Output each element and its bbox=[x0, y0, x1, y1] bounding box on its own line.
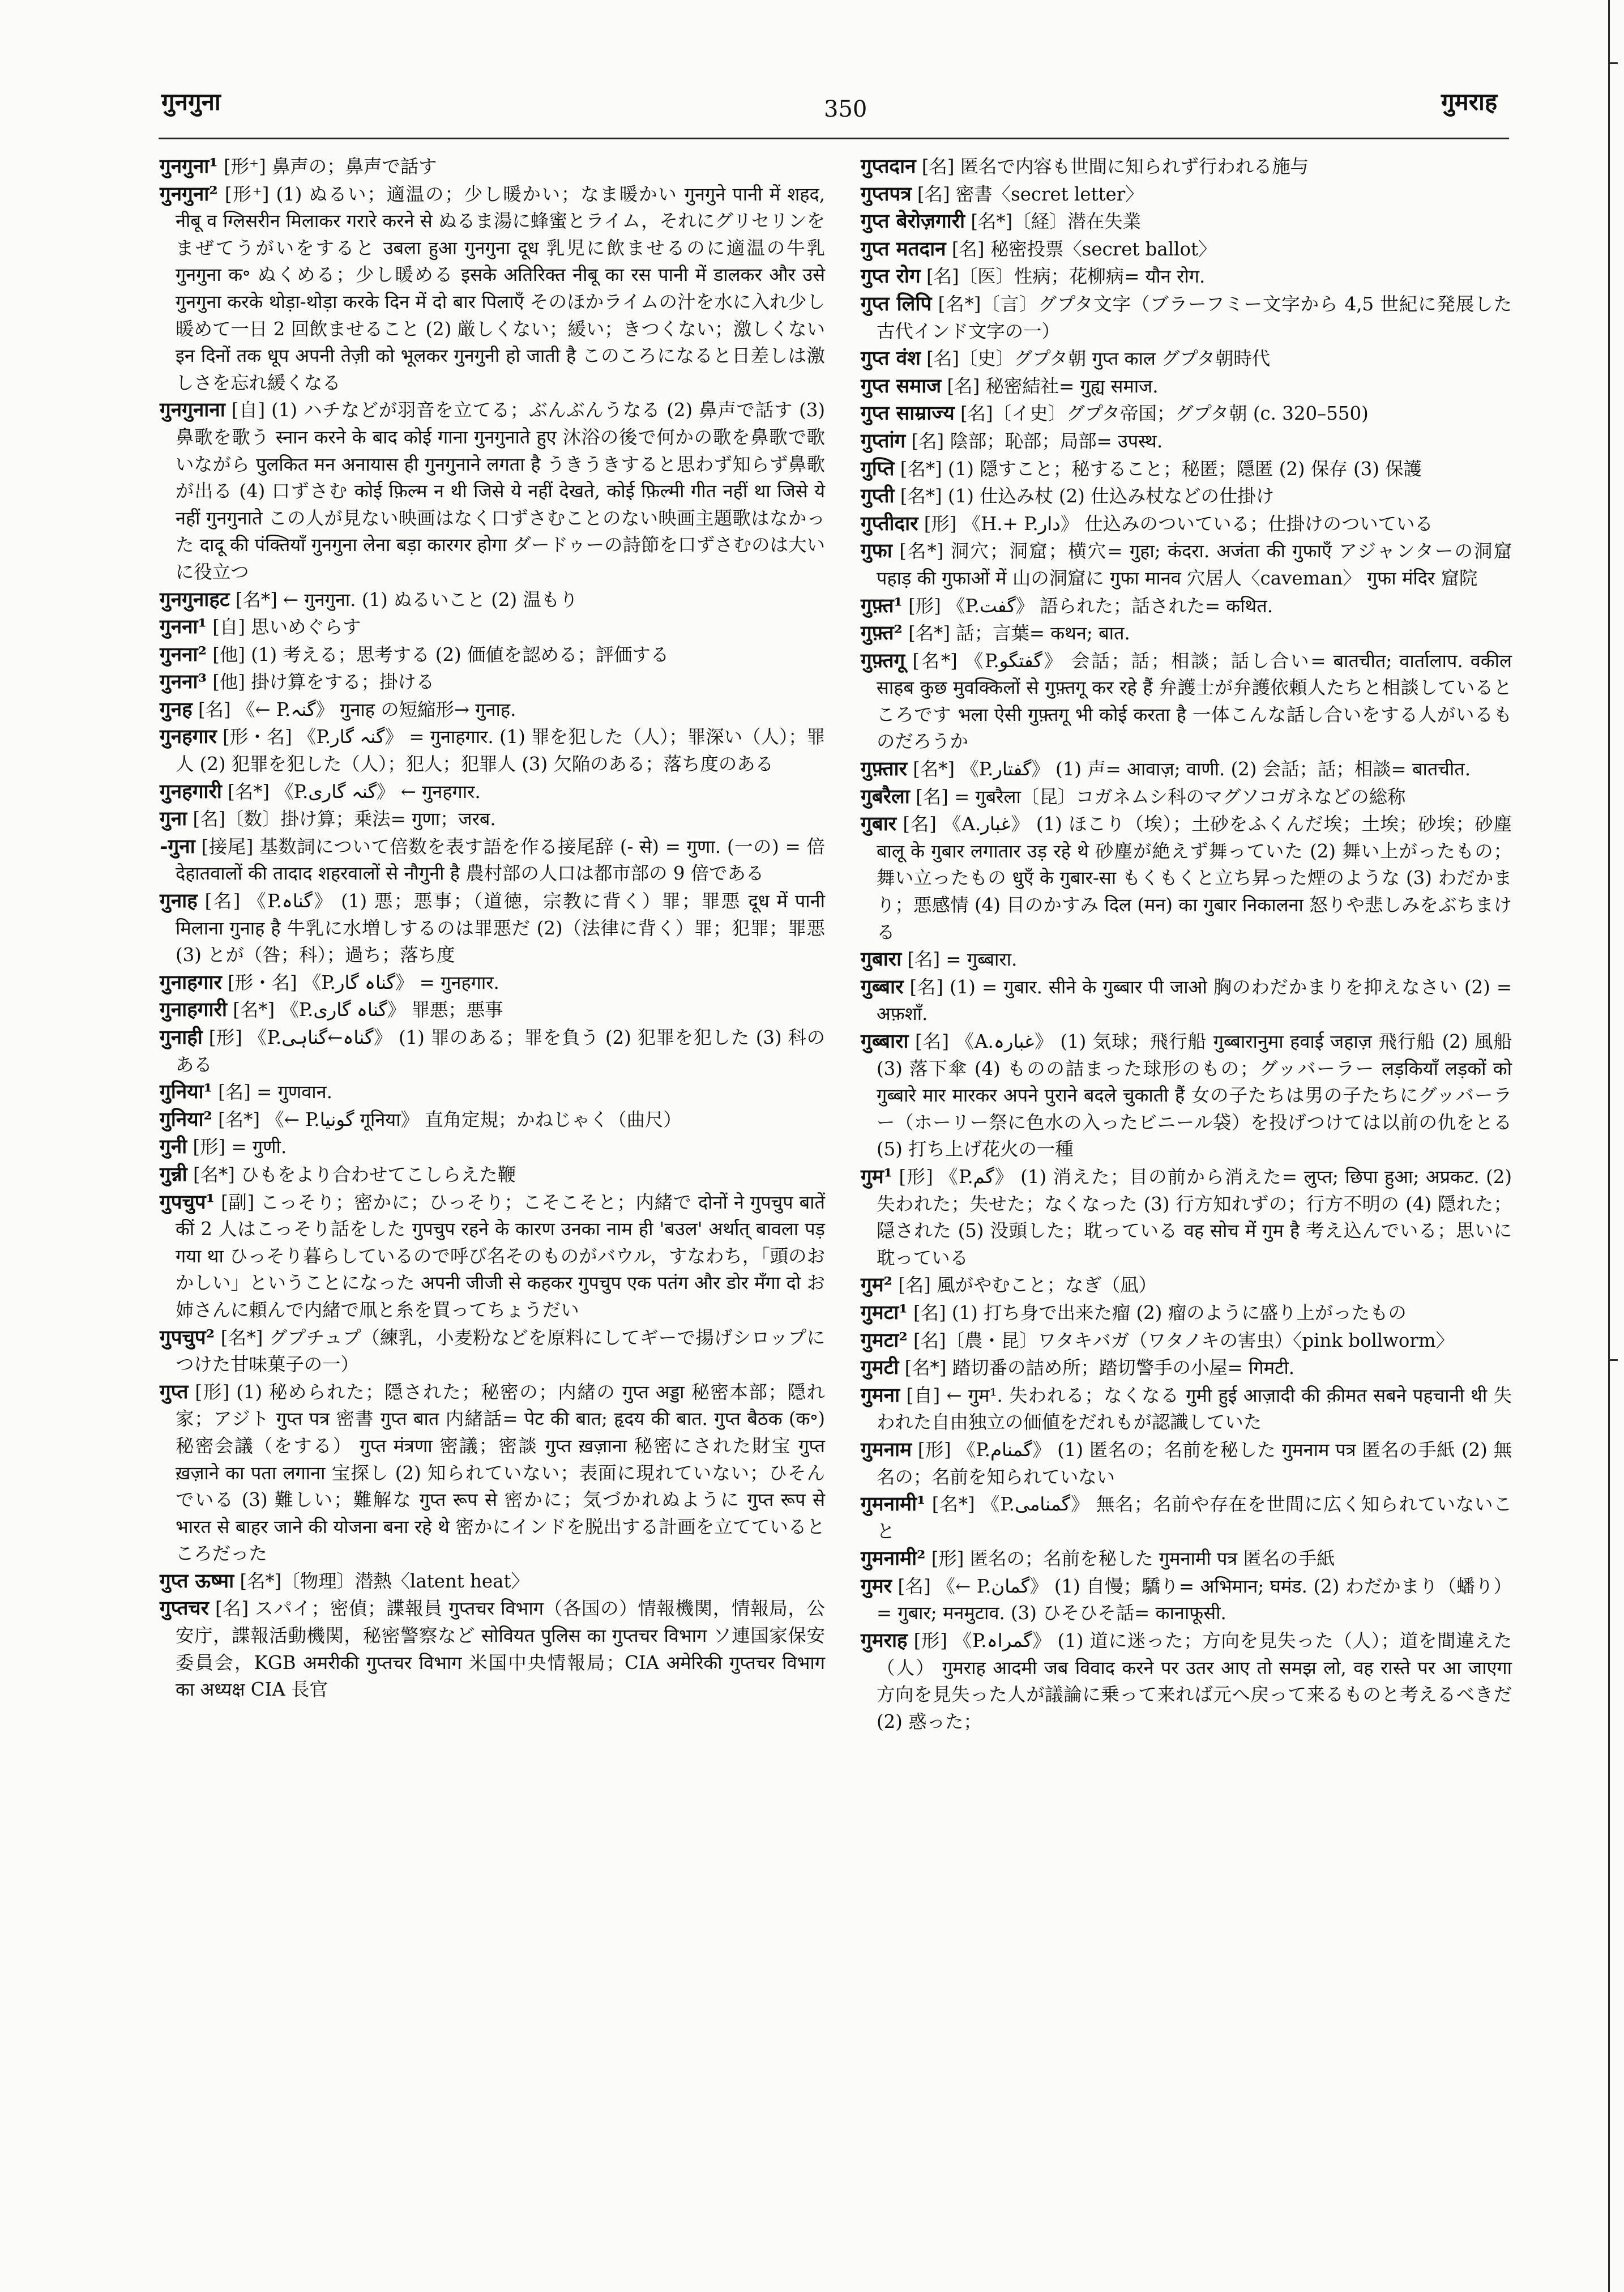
entry-headword: गुफा bbox=[861, 539, 892, 563]
left-column bbox=[160, 153, 825, 1704]
dictionary-entry bbox=[861, 1327, 1512, 1355]
dictionary-entry bbox=[861, 291, 1512, 345]
dictionary-entry bbox=[861, 373, 1512, 400]
dictionary-entry bbox=[861, 1436, 1512, 1491]
dictionary-entry bbox=[861, 1028, 1512, 1163]
dictionary-entry bbox=[861, 428, 1512, 455]
entry-headword: गुम² bbox=[861, 1273, 892, 1297]
dictionary-entry bbox=[861, 592, 1512, 620]
entry-definition: [名] 密書〈secret letter〉 bbox=[911, 183, 1144, 205]
entry-definition: [名] スパイ；密偵；諜報員 गुप्तचर विभाग（各国の）情報機関，情報局，公安庁，諜報活動機関，秘密警察など सोवियत पुलिस का गुप्तचर विभाग ソ連国家保安委員会，KGB अमरीकी गुप्तचर विभाग 米国中央情報局；CIA अमेरिकी गुप्तचर विभाग का अध्यक्ष CIA 長官 bbox=[176, 1598, 825, 1701]
entry-headword: गुमटा¹ bbox=[861, 1300, 908, 1324]
entry-definition: [名*] 《P.گفتار》 (1) 声= आवाज़; वाणी. (2) 会話；話；相談= बातचीत. bbox=[907, 758, 1471, 780]
entry-definition: [形] (1) 秘められた；隠された；秘密の；内緒の गुप्त अड्डा 秘密本部；隠れ家；アジト गुप्त पत्र 密書 गुप्त बात 内緒話= पेट की बात; हृदय की बात. गुप्त बैठक (क॰) 秘密会議（をする） गुप्त मंत्रणा 密議；密談 गुप्त ख़ज़ाना 秘密にされた財宝 गुप्त ख़ज़ाने का पता लगाना 宝探し (2) 知られていない；表面に現れていない；ひそんでいる (3) 難しい；難解な गुप्त रूप से 密かに；気づかれぬように गुप्त रूप से भारत से बाहर जाने की योजना बना रहे थे 密かにインドを脱出する計画を立てているところだった bbox=[176, 1381, 825, 1565]
dictionary-entry bbox=[160, 969, 825, 997]
dictionary-entry bbox=[861, 810, 1512, 946]
entry-definition: [名*] ← गुनगुना. (1) ぬるいこと (2) 温もり bbox=[229, 588, 578, 611]
entry-headword: गुप्त रोग bbox=[861, 264, 921, 288]
dictionary-entry bbox=[861, 1545, 1512, 1573]
dictionary-entry bbox=[160, 396, 825, 586]
entry-definition: [名]〔イ史〕グプタ帝国；グプタ朝 (c. 320–550) bbox=[954, 403, 1369, 425]
entry-headword: गुबरैला bbox=[861, 784, 910, 808]
header-rule bbox=[159, 138, 1509, 139]
entry-headword: गुना bbox=[160, 807, 187, 831]
entry-definition: [名*] 《P.گنہ گاری》 ← गुनहगार. bbox=[221, 780, 481, 803]
dictionary-entry bbox=[160, 1595, 825, 1703]
entry-headword: गुप्ति bbox=[861, 456, 895, 480]
entry-headword: गुप्तदान bbox=[861, 155, 916, 178]
entry-definition: [名] 《A.غبار》 (1) ほこり（埃）；土砂をふくんだ埃；土埃；砂埃；砂塵 बालू के गुबार लगातार उड़ रहे थे 砂塵が絶えず舞っていた (2) 舞い上がったもの；舞い立ったもの धुएँ के गुबार-सा もくもくと立ち昇った煙のような (3) わだかまり；悪感情 (4) 目のかすみ दिल (मन) का गुबार निकालना 怒りや悲しみをぶちまける bbox=[877, 813, 1512, 943]
entry-definition: [名] (1) 打ち身で出来た瘤 (2) 瘤のように盛り上がったもの bbox=[907, 1301, 1407, 1324]
dictionary-entry bbox=[861, 236, 1512, 263]
entry-definition: [名]〔農・昆〕ワタキバガ（ワタノキの害虫）〈pink bollworm〉 bbox=[907, 1329, 1454, 1351]
entry-headword: गुम¹ bbox=[861, 1164, 892, 1188]
entry-definition: [形] = गुणी. bbox=[187, 1136, 287, 1158]
entry-headword: गुनगुना² bbox=[160, 182, 218, 206]
entry-headword: गुनगुनाना bbox=[160, 398, 225, 422]
entry-definition: [名*] グプチュプ（練乳，小麦粉などを原料にしてギーで揚げシロップにつけた甘味菓子の一） bbox=[176, 1326, 825, 1376]
dictionary-entry bbox=[160, 153, 825, 181]
entry-headword: गुनिया² bbox=[160, 1107, 212, 1131]
entry-headword: गुनहगारी bbox=[160, 779, 222, 803]
entry-headword: गुप्त वंश bbox=[861, 347, 921, 370]
entry-definition: [名] 《A.غبارہ》 (1) 気球；飛行船 गुब्बारानुमा हवाई जहाज़ 飛行船 (2) 風船 (3) 落下傘 (4) ものの詰まった球形のもの；グッバーラー लड़कियाँ लड़कों को गुब्बारे मार मारकर अपने पुराने बदले चुकाती हैं 女の子たちは男の子たちにグッバーラー（ホーリー祭に色水の入ったビニール袋）を投げつけては以前の仇をとる (5) 打ち上げ花火の一種 bbox=[877, 1031, 1512, 1160]
entry-headword: गुन्नी bbox=[160, 1162, 187, 1186]
entry-headword: गुप्त समाज bbox=[861, 374, 942, 398]
entry-headword: गुप्तीदार bbox=[861, 511, 918, 535]
running-head-left: गुनगुना bbox=[161, 88, 221, 116]
entry-headword: गुनाहगार bbox=[160, 970, 222, 994]
entry-definition: [形] 匿名の；名前を秘した गुमनामी पत्र 匿名の手紙 bbox=[925, 1548, 1335, 1570]
entry-definition: [形] 《P.گم》 (1) 消えた；目の前から消えた= लुप्त; छिपा हुआ; अप्रकट. (2) 失われた；失せた；なくなった (3) 行方知れずの；行方不明の (4) 隠れた；隠された (5) 没頭した；耽っている वह सोच में गुम है 考え込んでいる；思いに耽っている bbox=[877, 1166, 1512, 1269]
dictionary-entry bbox=[861, 946, 1512, 974]
edge-tick-mark bbox=[1610, 1359, 1618, 1361]
entry-headword: गुप्त bbox=[160, 1380, 189, 1403]
dictionary-entry bbox=[861, 263, 1512, 291]
entry-headword: गुप्तचर bbox=[160, 1597, 209, 1620]
entry-definition: [形・名] 《P.گناہ گار》 = गुनहगार. bbox=[221, 971, 499, 993]
entry-definition: [形⁺] 鼻声の；鼻声で話す bbox=[217, 156, 437, 177]
entry-definition: [名*]〔言〕グプタ文字（ブラーフミー文字から 4,5 世紀に発展した古代インド文字の一） bbox=[877, 293, 1512, 342]
edge-tick-mark bbox=[1610, 62, 1618, 64]
entry-definition: [名*] (1) 仕込み杖 (2) 仕込み杖などの仕掛け bbox=[894, 485, 1275, 507]
entry-headword: गुप्त साम्राज्य bbox=[861, 402, 955, 425]
entry-headword: गुनाहगारी bbox=[160, 998, 227, 1022]
entry-definition: [形] 《P.گمراہ》 (1) 道に迷った；方向を見失った（人）；道を間違えた（人） गुमराह आदमी जब विवाद करने पर उतर आए तो समझ लो, वह रास्ते पर आ जाएगा 方向を見失った人が議論に乗って来れば元へ戻って来るものと考えるべきだ (2) 惑った； bbox=[877, 1630, 1512, 1732]
entry-headword: गुफ़्त² bbox=[861, 621, 903, 645]
dictionary-entry bbox=[861, 1382, 1512, 1436]
entry-definition: [他] (1) 考える；思考する (2) 価値を認める；評価する bbox=[206, 643, 669, 665]
dictionary-entry bbox=[861, 1299, 1512, 1327]
entry-definition: [名*]〔物理〕潜熱〈latent heat〉 bbox=[234, 1570, 529, 1592]
entry-headword: गुनी bbox=[160, 1135, 187, 1159]
entry-definition: [名*]〔経〕潜在失業 bbox=[965, 211, 1141, 233]
dictionary-entry bbox=[160, 1133, 825, 1161]
entry-definition: [名*] 話；言葉= कथन; बात. bbox=[902, 622, 1130, 645]
dictionary-entry bbox=[160, 1024, 825, 1078]
entry-headword: गुमनामी² bbox=[861, 1547, 926, 1570]
entry-definition: [名] 秘密結社= गुह्य समाज. bbox=[941, 375, 1159, 397]
dictionary-entry bbox=[861, 1573, 1512, 1627]
entry-headword: गुप्ती bbox=[861, 484, 895, 508]
entry-headword: गुनिया¹ bbox=[160, 1080, 212, 1104]
dictionary-entry bbox=[160, 1078, 825, 1106]
dictionary-entry bbox=[160, 723, 825, 778]
dictionary-entry bbox=[861, 153, 1512, 181]
entry-headword: गुनना¹ bbox=[160, 615, 207, 639]
dictionary-entry bbox=[861, 783, 1512, 811]
entry-headword: गुनना² bbox=[160, 642, 207, 666]
dictionary-entry bbox=[160, 887, 825, 969]
dictionary-entry bbox=[160, 1161, 825, 1189]
entry-definition: [名] 風がやむこと；なぎ（凪） bbox=[892, 1274, 1157, 1296]
entry-headword: गुफ़्तार bbox=[861, 757, 907, 781]
entry-definition: [名]〔史〕グプタ朝 गुप्त काल グプタ朝時代 bbox=[920, 348, 1271, 370]
dictionary-entry bbox=[160, 696, 825, 724]
entry-definition: [名] = गुणवान. bbox=[212, 1081, 332, 1103]
entry-headword: गुमनामी¹ bbox=[861, 1492, 926, 1516]
entry-headword: गुनहगार bbox=[160, 725, 217, 749]
dictionary-entry bbox=[160, 1568, 825, 1595]
entry-headword: गुप्त मतदान bbox=[861, 237, 946, 261]
dictionary-entry bbox=[861, 620, 1512, 647]
entry-definition: [形] 《P.گناہ←گناہی》 (1) 罪のある；罪を負う (2) 犯罪を犯した (3) 科のある bbox=[176, 1027, 825, 1075]
dictionary-entry bbox=[160, 613, 825, 641]
entry-definition: [名*] 洞穴；洞窟；横穴= गुहा; कंदरा. अजंता की गुफाएँ アジャンターの洞窟 पहाड़ की गुफाओं में 山の洞窟に गुफा मानव 穴居人〈caveman〉 गुफा मंदिर 窟院 bbox=[877, 540, 1512, 589]
entry-definition: [名] = गुबरैला〔昆〕コガネムシ科のマグソコガネなどの総称 bbox=[909, 786, 1406, 808]
entry-headword: गुपचुप² bbox=[160, 1325, 215, 1349]
entry-headword: गुप्त बेरोज़गारी bbox=[861, 210, 965, 233]
entry-headword: गुबारा bbox=[861, 947, 902, 971]
entry-definition: [名] 陰部；恥部；局部= उपस्थ. bbox=[905, 430, 1163, 452]
dictionary-entry bbox=[861, 647, 1512, 756]
entry-definition: [名] 匿名で内容も世間に知られず行われる施与 bbox=[916, 156, 1309, 177]
entry-definition: [形⁺] (1) ぬるい；適温の；少し暖かい；なま暖かい गुनगुने पानी में शहद, नीबू व ग्लिसरीन मिलाकर गरारे करने से ぬるま湯に蜂蜜とライム，それにグリセリンをまぜてうがいをすると उबला हुआ गुनगुना दूध 乳児に飲ませるのに適温の牛乳 गुनगुना क॰ ぬくめる；少し暖める इसके अतिरिक्त नीबू का रस पानी में डालकर और उसे गुनगुना करके थोड़ा-थोड़ा करके दिन में दो बार पिलाएँ そのほかライムの汁を水に入れ少し暖めて一日 2 回飲ませること (2) 厳しくない；緩い；きつくない；激しくない इन दिनों तक धूप अपनी तेज़ी को भूलकर गुनगुनी हो जाती है このころになると日差しは激しさを忘れ緩くなる bbox=[176, 183, 825, 394]
dictionary-entry bbox=[160, 1106, 825, 1134]
entry-headword: -गुना bbox=[160, 834, 195, 858]
entry-headword: गुपचुप¹ bbox=[160, 1190, 215, 1214]
entry-definition: [名*] ひもをより合わせてこしらえた鞭 bbox=[187, 1163, 516, 1185]
dictionary-entry bbox=[160, 833, 825, 887]
entry-headword: गुनना³ bbox=[160, 670, 207, 694]
entry-definition: [形] 《P.گفت》 語られた；話された= कथित. bbox=[902, 595, 1273, 617]
entry-headword: गुनह bbox=[160, 697, 193, 721]
entry-headword: गुनाही bbox=[160, 1026, 203, 1049]
entry-definition: [名] 秘密投票〈secret ballot〉 bbox=[946, 238, 1217, 260]
entry-definition: [名]〔数〕掛け算；乗法= गुणा；जरब. bbox=[187, 808, 496, 830]
entry-headword: गुमराह bbox=[861, 1629, 908, 1653]
dictionary-entry bbox=[861, 181, 1512, 208]
entry-definition: [名*] 《P.گناہ گاری》 罪悪；悪事 bbox=[226, 999, 503, 1021]
dictionary-entry bbox=[861, 510, 1512, 538]
entry-definition: [自] (1) ハチなどが羽音を立てる；ぶんぶんうなる (2) 鼻声で話す (3) 鼻歌を歌う स्नान करने के बाद कोई गाना गुनगुनाते हुए 沐浴の後で何かの歌を鼻歌で歌いながら पुलकित मन अनायास ही गुनगुनाने लगता है うきうきすると思わず知らず鼻歌が出る (4) 口ずさむ कोई फ़िल्म न थी जिसे ये नहीं देखते, कोई फ़िल्मी गीत नहीं था जिसे ये नहीं गुनगुनाते この人が見ない映画はなく口ずさむことのない映画主題歌はなかった दादू की पंक्तियाँ गुनगुना लेना बड़ा कारगर होगा ダードゥーの詩節を口ずさむのは大いに役立つ bbox=[176, 399, 825, 583]
entry-definition: [形] 《H.+ P.دار》 仕込みのついている；仕掛けのついている bbox=[918, 513, 1433, 535]
entry-definition: [名*] 踏切番の詰め所；踏切警手の小屋= गिमटी. bbox=[899, 1357, 1295, 1379]
dictionary-entry bbox=[861, 756, 1512, 783]
entry-headword: गुमनाम bbox=[861, 1437, 912, 1461]
entry-headword: गुब्बारा bbox=[861, 1030, 909, 1053]
dictionary-entry bbox=[160, 778, 825, 806]
entry-headword: गुमटी bbox=[861, 1356, 899, 1380]
entry-definition: [名*] 《P.گمنامی》 無名；名前や存在を世間に広く知られていないこと bbox=[877, 1493, 1512, 1542]
binding-edge-rule bbox=[1608, 0, 1610, 2292]
entry-definition: [名] (1) = गुबार. सीने के गुब्बार पी जाओ 胸のわだかまりを抑えなさい (2) = अफ़शाँ. bbox=[877, 976, 1512, 1025]
entry-definition: [自] ← गुम¹. 失われる；なくなる गुमी हुई आज़ादी की क़ीमत सबने पहचानी थी 失われた自由独立の価値をだれもが認識していた bbox=[877, 1384, 1512, 1433]
entry-definition: [名] 《P.گناہ》 (1) 悪；悪事；（道徳，宗教に背く）罪；罪悪 दूध में पानी मिलाना गुनाह है 牛乳に水増しするのは罪悪だ (2)（法律に背く）罪；犯罪；罪悪 (3) とが（咎；科）；過ち；落ち度 bbox=[176, 890, 826, 966]
dictionary-entry bbox=[861, 345, 1512, 373]
dictionary-entry bbox=[160, 586, 825, 614]
entry-headword: गुप्त ऊष्मा bbox=[160, 1569, 234, 1593]
entry-headword: गुनगुनाहट bbox=[160, 587, 230, 611]
dictionary-entry bbox=[160, 805, 825, 833]
dictionary-entry bbox=[861, 455, 1512, 483]
entry-definition: [名] 《← P.گمان》 (1) 自慢；驕り= अभिमान; घमंड. (2) わだかまり（蟠り）= गुबार; मनमुटाव. (3) ひそひそ話= कानाफूसी. bbox=[877, 1575, 1512, 1624]
entry-definition: [名]〔医〕性病；花柳病= यौन रोग. bbox=[920, 266, 1206, 288]
dictionary-entry bbox=[861, 483, 1512, 510]
entry-headword: गुप्तांग bbox=[861, 429, 906, 453]
entry-headword: गुनाह bbox=[160, 889, 198, 913]
entry-definition: [名] = गुब्बारा. bbox=[901, 949, 1018, 971]
entry-headword: गुफ़्त¹ bbox=[861, 594, 903, 617]
entry-definition: [名*] 《← P.گونیا गूनिया》 直角定規；かねじゃく（曲尺） bbox=[212, 1108, 682, 1130]
dictionary-entry bbox=[861, 1163, 1512, 1271]
entry-definition: [副] こっそり；密かに；ひっそり；こそこそと；内緒で दोनों ने गुपचुप बातें कीं 2 人はこっそり話をした गुपचुप रहने के कारण उनका नाम ही 'बउल' अर्थात् बावला पड़ गया था ひっそり暮らしているので呼び名そのものがバウル，すなわち，「頭のおかしい」ということになった अपनी जीजी से कहकर गुपचुप एक पतंग और डोर मँगा दो お姉さんに頼んで内緒で凧と糸を買ってちょうだい bbox=[176, 1191, 825, 1321]
page-number: 350 bbox=[824, 96, 867, 122]
dictionary-entry bbox=[861, 1491, 1512, 1545]
dictionary-entry bbox=[861, 208, 1512, 236]
entry-definition: [名*] (1) 隠すこと；秘すること；秘匿；隠匿 (2) 保存 (3) 保護 bbox=[894, 458, 1422, 480]
entry-definition: [形・名] 《P.گنہ گار》 = गुनाहगार. (1) 罪を犯した（人）；罪深い（人）；罪人 (2) 犯罪を犯した（人）；犯人；犯罪人 (3) 欠陥のある；落ち度のある bbox=[176, 726, 826, 775]
dictionary-entry bbox=[861, 1627, 1512, 1735]
running-head-right: गुमराह bbox=[1441, 88, 1498, 116]
dictionary-entry bbox=[160, 181, 825, 397]
entry-definition: [名*] 《P.گفتگو》 会話；話；相談；話し合い= बातचीत; वार्तालाप. वकील साहब कुछ मुवक्किलों से गुफ़्तगू कर रहे हैं 弁護士が弁護依頼人たちと相談しているところです भला ऐसी गुफ़्तगू भी कोई करता है 一体こんな話し合いをする人がいるものだろうか bbox=[877, 650, 1512, 753]
dictionary-entry bbox=[160, 641, 825, 669]
entry-definition: [形] 《P.گمنام》 (1) 匿名の；名前を秘した गुमनाम पत्र 匿名の手紙 (2) 無名の；名前を知られていない bbox=[877, 1439, 1512, 1488]
entry-headword: गुमना bbox=[861, 1383, 900, 1407]
entry-headword: गुमटा² bbox=[861, 1328, 908, 1352]
dictionary-entry bbox=[861, 400, 1512, 428]
dictionary-entry bbox=[160, 1324, 825, 1378]
entry-definition: [名] 《← P.گنہ》 गुनाह の短縮形→ गुनाह. bbox=[192, 698, 516, 720]
entry-headword: गुनगुना¹ bbox=[160, 155, 218, 178]
dictionary-entry bbox=[160, 996, 825, 1024]
dictionary-entry bbox=[861, 1271, 1512, 1299]
entry-definition: [自] 思いめぐらす bbox=[206, 616, 361, 638]
entry-headword: गुप्तपत्र bbox=[861, 182, 912, 206]
entry-headword: गुमर bbox=[861, 1574, 892, 1598]
dictionary-entry bbox=[861, 974, 1512, 1028]
entry-headword: गुब्बार bbox=[861, 975, 904, 998]
dictionary-entry bbox=[861, 537, 1512, 592]
entry-headword: गुबार bbox=[861, 812, 897, 836]
entry-definition: [他] 掛け算をする；掛ける bbox=[206, 671, 435, 693]
dictionary-entry bbox=[160, 1378, 825, 1568]
entry-definition: [接尾] 基数詞について倍数を表す語を作る接尾辞 (- से) = गुणा. (一の) = 倍 देहातवालों की तादाद शहरवालों से नौगुनी है 農村部の人口は都市部の 9 倍である bbox=[176, 835, 825, 885]
right-column bbox=[861, 153, 1512, 1735]
dictionary-entry bbox=[861, 1354, 1512, 1382]
entry-headword: गुफ़्तगू bbox=[861, 648, 905, 672]
entry-headword: गुप्त लिपि bbox=[861, 292, 932, 315]
dictionary-entry bbox=[160, 1189, 825, 1324]
dictionary-entry bbox=[160, 668, 825, 696]
